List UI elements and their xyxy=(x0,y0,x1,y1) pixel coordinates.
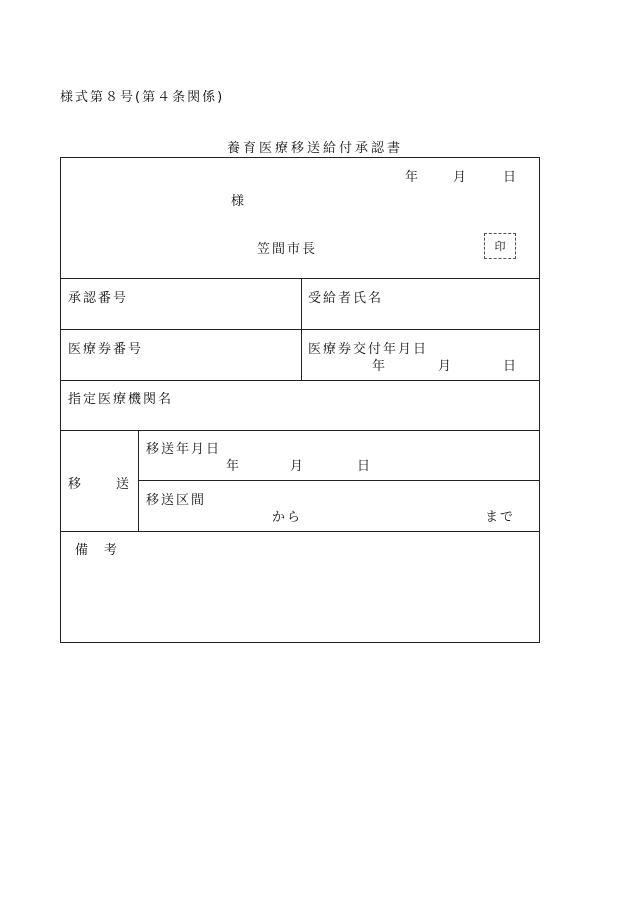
divider-transport-inner xyxy=(138,480,539,481)
ticket-month-label: 月 xyxy=(438,359,454,374)
divider-row4 xyxy=(61,531,539,532)
addressee-suffix: 様 xyxy=(231,194,247,209)
divider-row3 xyxy=(61,430,539,431)
transport-section-label: 移送区間 xyxy=(146,493,207,508)
seal-label: 印 xyxy=(494,240,506,253)
transport-label-2: 送 xyxy=(116,477,132,492)
from-label: から xyxy=(272,510,303,525)
divider-row1 xyxy=(61,329,539,330)
medical-ticket-number-label: 医療券番号 xyxy=(68,342,144,357)
transport-date-label: 移送年月日 xyxy=(146,442,222,457)
date-month-label: 月 xyxy=(453,170,469,185)
transport-year-label: 年 xyxy=(226,459,242,474)
form-box xyxy=(60,157,540,643)
document-title: 養育医療移送給付承認書 xyxy=(226,141,403,156)
recipient-name-label: 受給者氏名 xyxy=(308,291,384,306)
issuer-name: 笠間市長 xyxy=(257,242,318,257)
transport-day-label: 日 xyxy=(357,459,373,474)
date-year-label: 年 xyxy=(405,170,421,185)
transport-month-label: 月 xyxy=(290,459,306,474)
remarks-label-1: 備 xyxy=(75,543,91,558)
seal-box xyxy=(484,233,516,259)
transport-label-1: 移 xyxy=(68,477,84,492)
ticket-day-label: 日 xyxy=(503,359,519,374)
designated-institution-label: 指定医療機関名 xyxy=(68,392,174,407)
ticket-issue-date-label: 医療券交付年月日 xyxy=(308,342,429,357)
divider-top xyxy=(61,278,539,279)
ticket-year-label: 年 xyxy=(372,359,388,374)
form-number: 様式第８号(第４条関係) xyxy=(60,90,225,105)
divider-vertical-rows xyxy=(301,278,302,380)
approval-number-label: 承認番号 xyxy=(68,291,129,306)
divider-row2 xyxy=(61,380,539,381)
remarks-label-2: 考 xyxy=(104,543,120,558)
date-day-label: 日 xyxy=(503,170,519,185)
to-label: まで xyxy=(485,510,516,525)
